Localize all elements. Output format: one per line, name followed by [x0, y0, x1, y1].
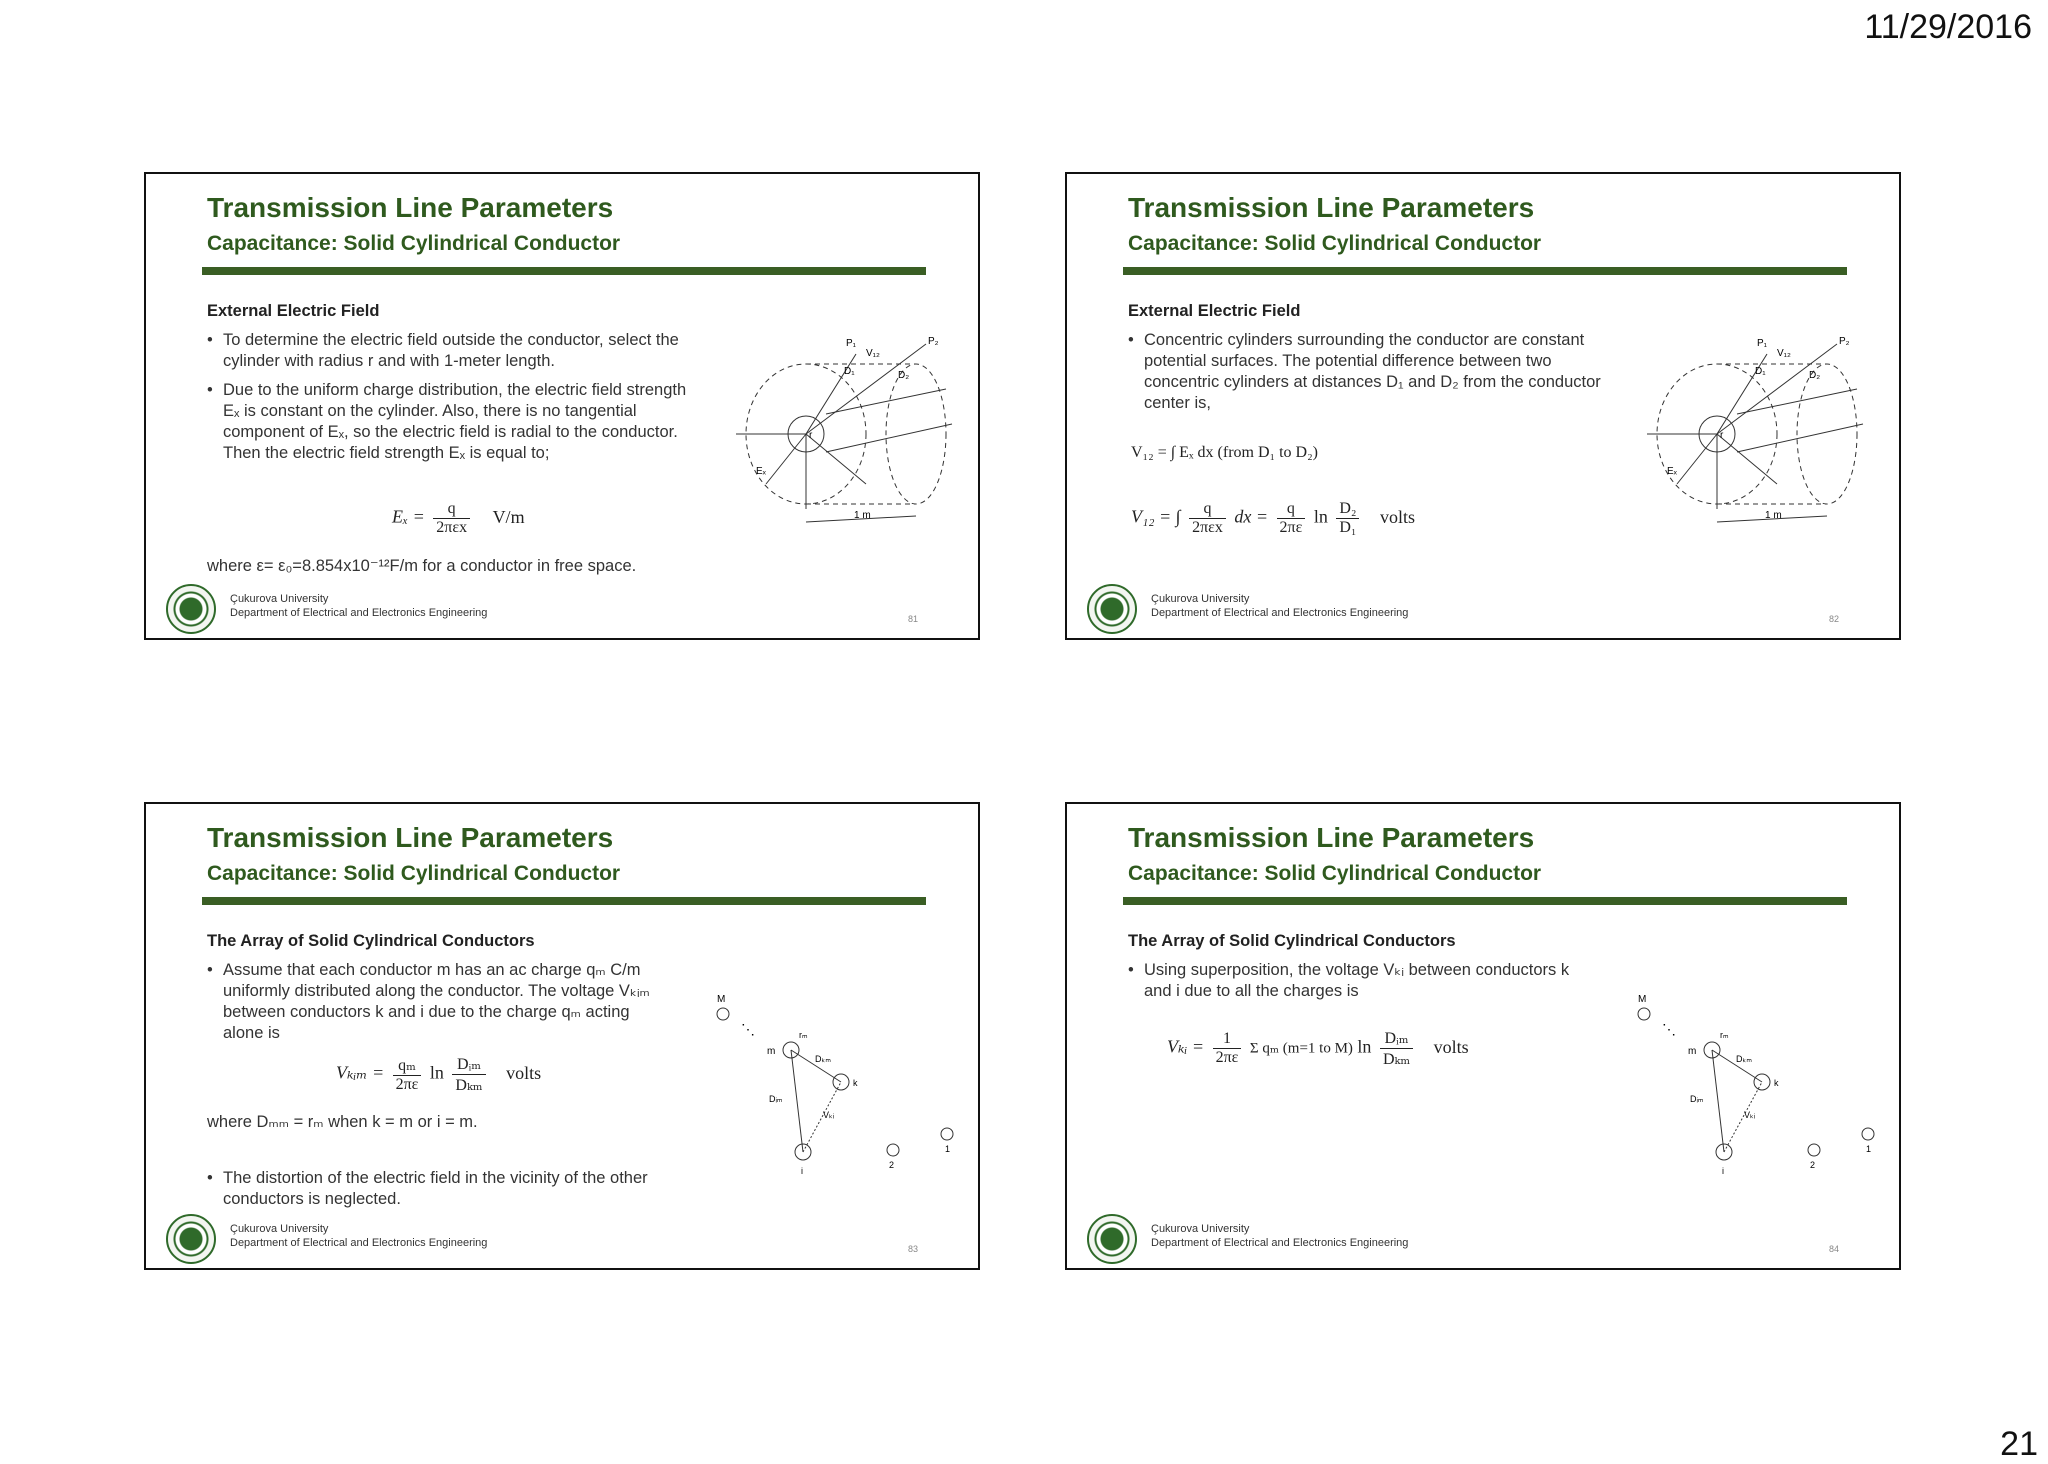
p1-label: P₁: [1757, 338, 1768, 349]
two-label: 2: [889, 1160, 895, 1170]
dkm-label: Dₖₘ: [815, 1054, 831, 1064]
bullet-item: • Using superposition, the voltage Vₖᵢ between conductors k and i due to all the charges is: [1128, 961, 1570, 1000]
M-label: M: [1638, 994, 1647, 1005]
rm-label: rₘ: [1720, 1030, 1729, 1040]
vki-label: Vₖᵢ: [1744, 1110, 1756, 1120]
slide-number: 83: [907, 1244, 918, 1254]
k-label: k: [1774, 1078, 1779, 1088]
slide-subtitle: Capacitance: Solid Cylindrical Conductor: [1128, 862, 1542, 885]
one-label: 1: [1866, 1144, 1872, 1154]
dim-label: Dᵢₘ: [1690, 1094, 1704, 1104]
slide-number: 84: [1828, 1244, 1839, 1254]
slide-title: Transmission Line Parameters: [1128, 192, 1535, 223]
cylinder-field-diagram: [726, 334, 956, 534]
bullet-list: [207, 330, 687, 472]
slide-footer: Çukurova University Department of Electrical and Electronics Engineering: [230, 593, 488, 619]
university-logo: [166, 584, 216, 634]
one-meter-label: 1 m: [854, 510, 871, 521]
page-date: 11/29/2016: [1864, 8, 2032, 46]
dkm-label: Dₖₘ: [1736, 1054, 1752, 1064]
d2-label: D₂: [1809, 370, 1821, 381]
p2-label: P₂: [1839, 336, 1850, 347]
ellipsis-icon: ⋱: [1662, 1021, 1676, 1037]
slide-82: [1065, 172, 1901, 640]
i-label: i: [1722, 1166, 1724, 1176]
vki-label: Vₖᵢ: [823, 1110, 835, 1120]
bullet-item: • Concentric cylinders surrounding the conductor are constant potential surfaces. The potential difference between two concentric cylinders at distances D₁ and D₂ from the conductor center is,: [1128, 331, 1601, 412]
bullet-list: [207, 960, 667, 1052]
field-equation: Eₓ = $\frac{q}{\text{2πεx}}$ V/m: [392, 500, 525, 536]
section-heading: External Electric Field: [1128, 302, 1301, 320]
v12-label: V₁₂: [1777, 348, 1791, 359]
potential-integral-equation: V₁₂ = ∫ Eₓ dx (from D₁ to D₂): [1131, 444, 1318, 461]
slide-footer: Çukurova University Department of Electrical and Electronics Engineering: [230, 1223, 488, 1249]
title-rule: [202, 897, 926, 905]
title-rule: [202, 267, 926, 275]
section-heading: The Array of Solid Cylindrical Conductors: [1128, 932, 1456, 950]
bullet-list-2: [207, 1168, 687, 1218]
ellipsis-icon: ⋱: [741, 1021, 755, 1037]
section-heading: The Array of Solid Cylindrical Conductors: [207, 932, 535, 950]
d1-label: D₁: [844, 366, 855, 377]
slide-footer: Çukurova University Department of Electrical and Electronics Engineering: [1151, 593, 1409, 619]
distance-note: where Dₘₘ = rₘ when k = m or i = m.: [207, 1113, 478, 1131]
bullet-item: • Due to the uniform charge distribution, the electric field strength Eₓ is constant on the cylinder. Also, there is no tangential component of Eₓ, so the electric field is radial to the conductor. Then the electric field strength Eₓ is equal to;: [207, 381, 687, 462]
slide-footer: Çukurova University Department of Electrical and Electronics Engineering: [1151, 1223, 1409, 1249]
ex-label: Eₓ: [756, 466, 766, 477]
slide-title: Transmission Line Parameters: [207, 822, 614, 853]
k-label: k: [853, 1078, 858, 1088]
bullet-list: [1128, 330, 1608, 422]
two-label: 2: [1810, 1160, 1816, 1170]
slide-title: Transmission Line Parameters: [1128, 822, 1535, 853]
university-logo: [1087, 1214, 1137, 1264]
university-logo: [166, 1214, 216, 1264]
bullet-item: • To determine the electric field outside the conductor, select the cylinder with radius r and with 1-meter length.: [207, 331, 679, 370]
slide-subtitle: Capacitance: Solid Cylindrical Conductor: [1128, 232, 1542, 255]
d1-label: D₁: [1755, 366, 1766, 377]
i-label: i: [801, 1166, 803, 1176]
slide-subtitle: Capacitance: Solid Cylindrical Conductor: [207, 232, 621, 255]
cylinder-field-diagram: [1637, 334, 1867, 534]
d2-label: D₂: [898, 370, 910, 381]
bullet-list: [1128, 960, 1588, 1010]
conductor-array-diagram: [711, 984, 961, 1184]
ex-label: Eₓ: [1667, 466, 1677, 477]
slide-81: [144, 172, 980, 640]
slide-number: 82: [1828, 614, 1839, 624]
superposition-equation: Vₖᵢ = $\frac{1}{2\pi\varepsilon}$ Σ qₘ (m=1 to M) ln $\frac{\text{Dᵢₘ}}{\text{Dₖₘ}}$ volts: [1167, 1030, 1469, 1068]
m-label: m: [767, 1046, 776, 1057]
bullet-item: • Assume that each conductor m has an ac charge qₘ C/m uniformly distributed along the conductor. The voltage Vₖᵢₘ between conductors k and i due to the charge qₘ acting alone is: [207, 961, 650, 1042]
p1-label: P₁: [846, 338, 857, 349]
permittivity-note: where ε= ε₀=8.854x10⁻¹²F/m for a conductor in free space.: [207, 557, 637, 575]
title-rule: [1123, 267, 1847, 275]
page-number: 21: [2000, 1425, 2038, 1463]
slide-title: Transmission Line Parameters: [207, 192, 614, 223]
v12-label: V₁₂: [866, 348, 880, 359]
voltage-equation: Vₖᵢₘ = $\frac{\text{qₘ}}{2\pi\varepsilon}$ ln $\frac{\text{Dᵢₘ}}{\text{Dₖₘ}}$ volts: [336, 1056, 542, 1094]
conductor-array-diagram: [1632, 984, 1882, 1184]
dim-label: Dᵢₘ: [769, 1094, 783, 1104]
bullet-item: • The distortion of the electric field in the vicinity of the other conductors is neglected.: [207, 1169, 648, 1208]
slide-number: 81: [907, 614, 918, 624]
p2-label: P₂: [928, 336, 939, 347]
university-logo: [1087, 584, 1137, 634]
slide-84: [1065, 802, 1901, 1270]
m-label: m: [1688, 1046, 1697, 1057]
r-label: r: [1720, 430, 1724, 441]
one-label: 1: [945, 1144, 951, 1154]
potential-difference-equation: V₁₂ = ∫ $\frac{q}{\text{2πεx}}$ dx = $\frac{q}{2\pi\varepsilon}$ ln $\frac{\text{D₂}}{\text{D₁}}$ volts: [1131, 500, 1415, 536]
M-label: M: [717, 994, 726, 1005]
slide-subtitle: Capacitance: Solid Cylindrical Conductor: [207, 862, 621, 885]
slide-83: [144, 802, 980, 1270]
r-label: r: [809, 430, 813, 441]
section-heading: External Electric Field: [207, 302, 380, 320]
rm-label: rₘ: [799, 1030, 808, 1040]
one-meter-label: 1 m: [1765, 510, 1782, 521]
title-rule: [1123, 897, 1847, 905]
